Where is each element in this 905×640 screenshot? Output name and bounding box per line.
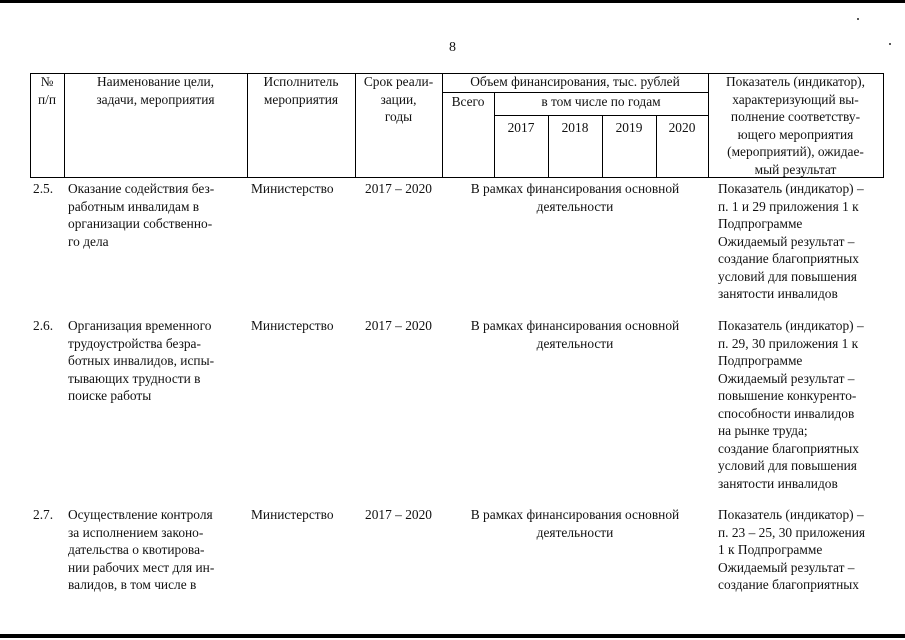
header-indicator: Показатель (индикатор), характеризующий вы- полнение соответству- ющего мероприятия (мероприятий), ожидае- мый результат bbox=[726, 74, 865, 177]
row-term: 2017 – 2020 bbox=[365, 507, 432, 522]
row-indicator: Показатель (индикатор) – п. 29, 30 приложения 1 к Подпрограмме Ожидаемый результат – повышение конкуренто- способности инвалидов на рынке труда; создание благоприятных условий для повышения занятости инвалидов bbox=[718, 318, 864, 491]
row-funding: В рамках финансирования основной деятельности bbox=[470, 318, 680, 351]
row-term: 2017 – 2020 bbox=[365, 181, 432, 196]
row-name: Организация временного трудоустройства безра- ботных инвалидов, испы- тывающих трудности в поиске работы bbox=[68, 318, 215, 403]
page-number: 8 bbox=[449, 40, 456, 55]
header-num: № п/п bbox=[37, 74, 57, 107]
row-indicator: Показатель (индикатор) – п. 1 и 29 приложения 1 к Подпрограмме Ожидаемый результат – создание благоприятных условий для повышения занятости инвалидов bbox=[718, 181, 864, 301]
row-indicator: Показатель (индикатор) – п. 23 – 25, 30 приложения 1 к Подпрограмме Ожидаемый результат – создание благоприятных bbox=[718, 507, 866, 592]
row-funding: В рамках финансирования основной деятельности bbox=[470, 181, 680, 214]
row-name: Осуществление контроля за исполнением законо- дательства о квотирова- нии рабочих мест для ин- валидов, в том числе в bbox=[68, 507, 215, 592]
row-term: 2017 – 2020 bbox=[365, 318, 432, 333]
row-funding: В рамках финансирования основной деятельности bbox=[470, 507, 680, 540]
header-term: Срок реали- зации, годы bbox=[363, 74, 434, 124]
row-executor: Министерство bbox=[251, 507, 334, 522]
header-name: Наименование цели, задачи, мероприятия bbox=[96, 74, 215, 107]
row-executor: Министерство bbox=[251, 181, 334, 196]
top-border bbox=[0, 0, 905, 3]
header-year: 2017 bbox=[507, 120, 535, 135]
row-name: Оказание содействия без- работным инвалидам в организации собственно- го дела bbox=[68, 181, 215, 249]
row-number: 2.7. bbox=[33, 507, 54, 522]
header-total: Всего bbox=[451, 94, 485, 109]
scan-speck bbox=[857, 18, 859, 20]
header-year: 2018 bbox=[561, 120, 589, 135]
row-number: 2.5. bbox=[33, 181, 54, 196]
header-by-years: в том числе по годам bbox=[541, 94, 661, 109]
header-funding: Объем финансирования, тыс. рублей bbox=[470, 74, 680, 89]
row-executor: Министерство bbox=[251, 318, 334, 333]
bottom-border bbox=[0, 634, 905, 638]
header-year: 2019 bbox=[615, 120, 643, 135]
row-number: 2.6. bbox=[33, 318, 54, 333]
header-executor: Исполнитель мероприятия bbox=[263, 74, 339, 107]
header-year: 2020 bbox=[668, 120, 696, 135]
